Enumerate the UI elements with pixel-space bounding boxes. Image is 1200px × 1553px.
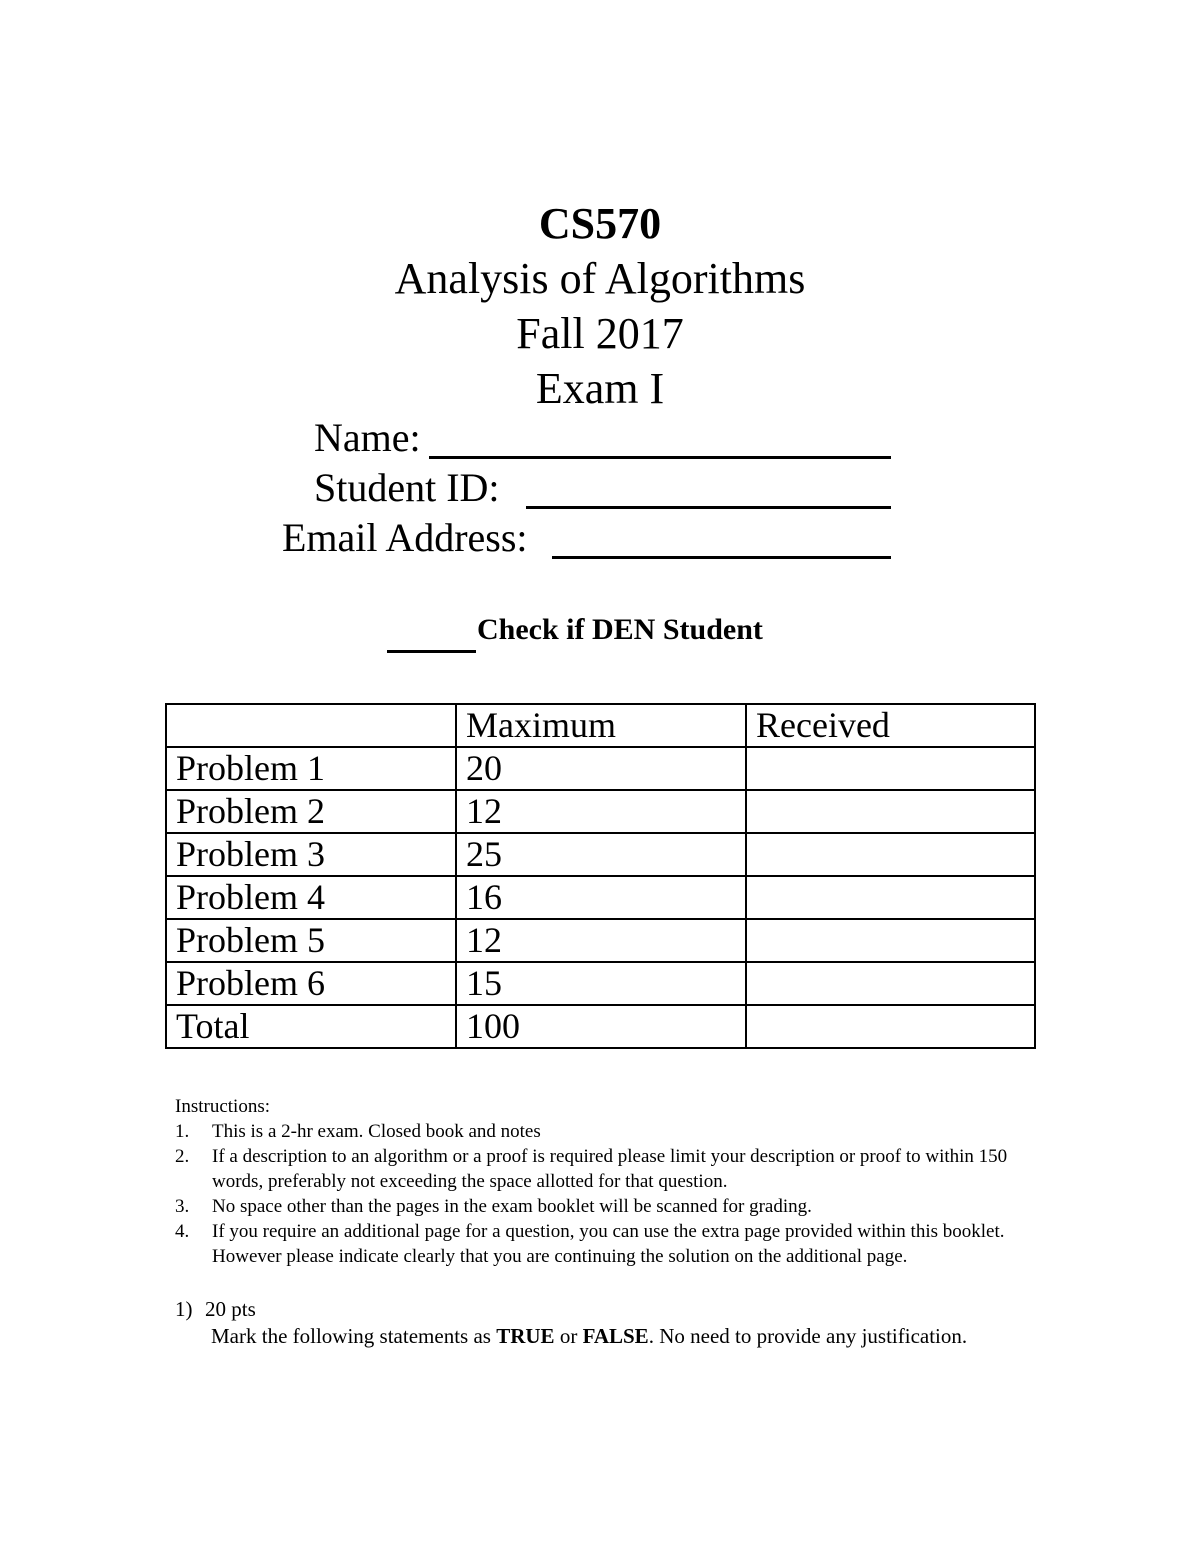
table-row [166,962,1035,1005]
total-label-cell: Total [166,1005,456,1048]
total-received-cell[interactable] [746,1005,1035,1048]
table-row [166,747,1035,790]
student-id-field[interactable] [314,463,500,513]
problem-1-points-text: 20 pts [205,1297,256,1321]
list-item [175,1119,1035,1144]
received-cell[interactable] [746,962,1035,1005]
maximum-cell: 20 [456,747,746,790]
list-item-number: 2. [175,1146,190,1167]
received-cell[interactable] [746,747,1035,790]
maximum-cell: 15 [456,962,746,1005]
name-field[interactable] [314,413,421,463]
maximum-cell: 12 [456,919,746,962]
received-cell[interactable] [746,876,1035,919]
problem-1-description [175,1323,1035,1350]
problem-1-points [175,1296,1035,1323]
table-row [166,790,1035,833]
term: Fall 2017 [516,309,684,358]
score-table [165,703,1036,1049]
list-item-text: If a description to an algorithm or a proof is required please limit your description or proof to within 150 words, preferably not exceeding the space allotted for that question. [212,1146,1008,1192]
course-code: CS570 [538,199,662,248]
header-cell-received: Received [746,704,1035,747]
table-row [166,876,1035,919]
list-item-number: 4. [175,1221,190,1242]
problem-1-number: 1) [175,1297,193,1321]
list-item-number: 1. [175,1121,190,1142]
list-item [175,1194,1035,1219]
den-check-blank[interactable] [387,610,476,653]
course-name: Analysis of Algorithms [394,254,806,303]
received-cell[interactable] [746,790,1035,833]
received-cell[interactable] [746,919,1035,962]
list-item-text: If you require an additional page for a question, you can use the extra page provided within this booklet. However please indicate clearly that you are continuing the solution on the additional page. [212,1221,1005,1267]
email-blank-line[interactable] [552,556,891,559]
problem-1-desc-after: . No need to provide any justification. [648,1324,968,1348]
list-item [175,1219,1035,1269]
list-item [175,1144,1035,1194]
header-cell-maximum: Maximum [456,704,746,747]
header-cell-empty [166,704,456,747]
problem-cell: Problem 5 [166,919,456,962]
score-table-header-row [166,704,1035,747]
problem-cell: Problem 3 [166,833,456,876]
problem-cell: Problem 2 [166,790,456,833]
problem-cell: Problem 6 [166,962,456,1005]
problem-1-desc-before: Mark the following statements as [211,1324,497,1348]
name-blank-line[interactable] [429,456,891,459]
true-word: TRUE [496,1324,555,1348]
instructions-list [175,1119,1035,1269]
table-row [166,919,1035,962]
table-row [166,833,1035,876]
false-word: FALSE [582,1324,649,1348]
maximum-cell: 25 [456,833,746,876]
email-field[interactable] [282,513,528,563]
name-label: Name: [314,415,421,460]
list-item-text: No space other than the pages in the exam booklet will be scanned for grading. [212,1196,812,1217]
or-word: or [554,1324,583,1348]
email-label: Email Address: [282,515,528,560]
problem-cell: Problem 4 [166,876,456,919]
list-item-text: This is a 2-hr exam. Closed book and notes [212,1121,541,1142]
total-maximum-cell: 100 [456,1005,746,1048]
exam-title: Exam I [535,364,665,413]
instructions-heading: Instructions: [175,1096,270,1117]
maximum-cell: 16 [456,876,746,919]
den-student-check[interactable] [387,610,763,653]
problem-1-section [175,1296,1035,1350]
received-cell[interactable] [746,833,1035,876]
maximum-cell: 12 [456,790,746,833]
list-item-number: 3. [175,1196,190,1217]
student-id-blank-line[interactable] [526,506,891,509]
student-id-label: Student ID: [314,465,500,510]
problem-cell: Problem 1 [166,747,456,790]
table-row-total [166,1005,1035,1048]
instructions-section [175,1094,1035,1269]
den-check-label: Check if DEN Student [477,613,763,646]
